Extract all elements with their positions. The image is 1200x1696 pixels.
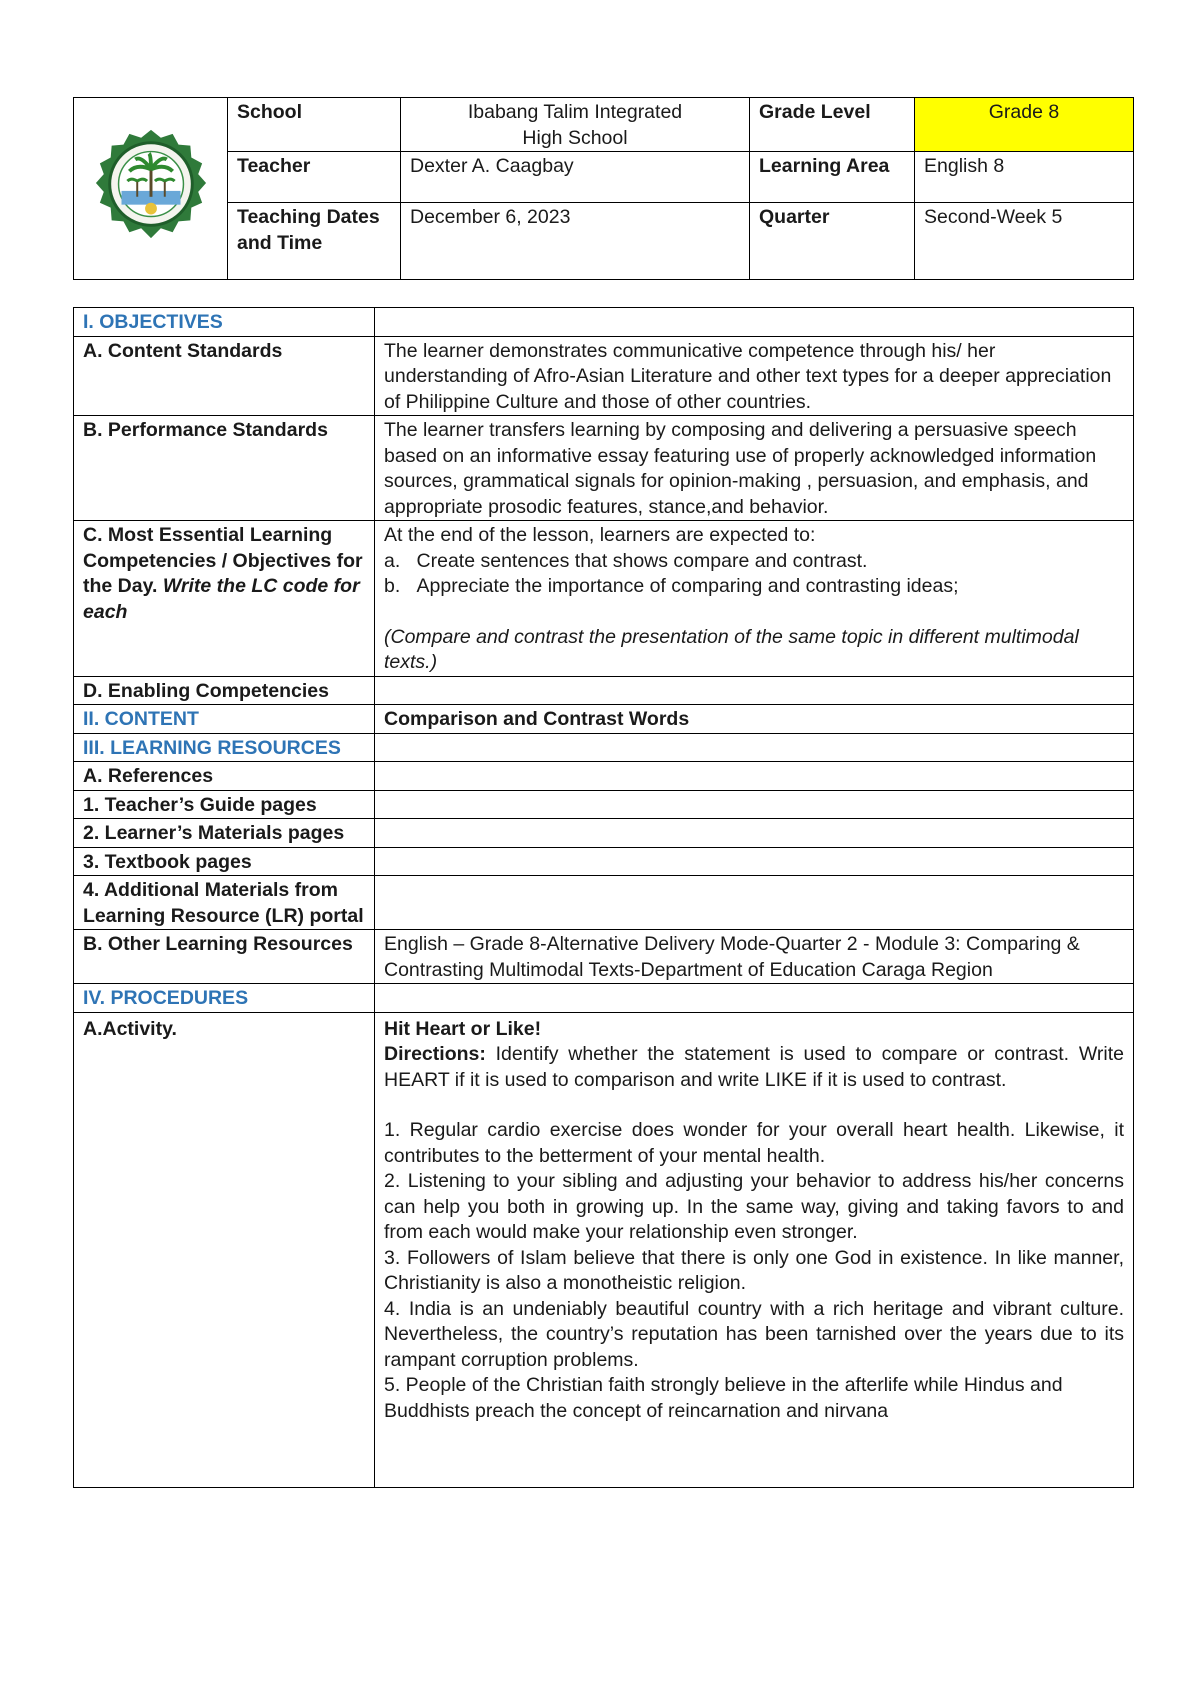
directions-label: Directions: — [384, 1043, 486, 1065]
performance-standards-label: B. Performance Standards — [74, 416, 375, 521]
grade-level-value: Grade 8 — [915, 98, 1134, 152]
melc-label-italic: Write the LC code for each — [83, 575, 360, 623]
activity-label: A.Activity. — [74, 1012, 375, 1487]
learners-materials-label: 2. Learner’s Materials pages — [74, 819, 375, 848]
school-label: School — [228, 98, 401, 152]
quarter-value: Second-Week 5 — [915, 203, 1134, 280]
performance-standards-value: The learner transfers learning by composing and delivering a persuasive speech based on an informative essay featuring use of properly acknowledged information sources, grammatical signals for opinion-making , persuasion, and emphasis, and appropriate prosodic features, stance,and behavior. — [375, 416, 1134, 521]
section-procedures: IV. PROCEDURES — [74, 984, 375, 1013]
school-seal-icon — [92, 126, 210, 244]
school-value — [401, 98, 750, 152]
content-standards-label: A. Content Standards — [74, 336, 375, 416]
activity-item-5: 5. People of the Christian faith strongly believe in the afterlife while Hindus and Buddhists preach the concept of reincarnation and nirvana — [384, 1374, 1063, 1422]
melc-item-b — [384, 574, 1124, 600]
enabling-label: D. Enabling Competencies — [74, 676, 375, 705]
content-value: Comparison and Contrast Words — [375, 705, 1134, 734]
other-resources-label: B. Other Learning Resources — [74, 930, 375, 984]
table-row — [74, 336, 1134, 416]
table-row — [74, 847, 1134, 876]
school-value-line1: Ibabang Talim Integrated — [467, 101, 683, 123]
melc-a-text: Create sentences that shows compare and contrast. — [416, 549, 868, 572]
activity-cell — [375, 1012, 1134, 1487]
activity-title: Hit Heart or Like! — [384, 1017, 542, 1040]
table-row — [74, 1012, 1134, 1487]
activity-item-4: 4. India is an undeniably beautiful country with a rich heritage and vibrant culture. Nevertheless, the country’s reputation has been tarnished over the years due to its rampant corruption problems. — [384, 1297, 1124, 1371]
activity-item-1: 1. Regular cardio exercise does wonder for your overall heart health. Likewise, it contributes to the betterment of your mental health. — [384, 1119, 1124, 1167]
melc-intro: At the end of the lesson, learners are expected to: — [384, 524, 816, 546]
table-row — [74, 676, 1134, 705]
table-row — [74, 705, 1134, 734]
melc-b-text: Appreciate the importance of comparing and contrasting ideas; — [416, 575, 959, 597]
school-logo-cell — [74, 98, 228, 280]
table-row — [74, 733, 1134, 762]
table-row — [74, 819, 1134, 848]
activity-directions — [384, 1042, 1124, 1093]
quarter-label: Quarter — [750, 203, 915, 280]
melc-item-a — [384, 549, 1124, 575]
table-row — [74, 416, 1134, 521]
dates-label: Teaching Dates and Time — [228, 203, 401, 280]
melc-a-marker: a. — [384, 549, 401, 572]
learning-area-label: Learning Area — [750, 152, 915, 203]
content-standards-value: The learner demonstrates communicative competence through his/ her understanding of Afro-Asian Literature and other text types for a deeper appreciation of Philippine Culture and those of other countries. — [375, 336, 1134, 416]
teacher-value: Dexter A. Caagbay — [401, 152, 750, 203]
section-objectives: I. OBJECTIVES — [74, 308, 375, 337]
melc-code: (Compare and contrast the presentation of the same topic in different multimodal texts.) — [384, 625, 1079, 673]
school-value-line2: High School — [522, 126, 628, 149]
lesson-plan-table — [73, 307, 1134, 1488]
dates-value: December 6, 2023 — [401, 203, 750, 280]
learning-area-value: English 8 — [915, 152, 1134, 203]
melc-label: C. Most Essential Learning Competencies / Objectives for the Day. — [83, 524, 363, 597]
melc-label-cell — [74, 521, 375, 677]
grade-level-label: Grade Level — [750, 98, 915, 152]
header-table — [73, 97, 1134, 280]
table-row — [74, 984, 1134, 1013]
table-row — [74, 876, 1134, 930]
teachers-guide-label: 1. Teacher’s Guide pages — [74, 790, 375, 819]
other-resources-value: English – Grade 8-Alternative Delivery Mode-Quarter 2 - Module 3: Comparing & Contrasting Multimodal Texts-Department of Education Caraga Region — [375, 930, 1134, 984]
table-row — [74, 308, 1134, 337]
table-row — [74, 521, 1134, 677]
references-label: A. References — [74, 762, 375, 791]
section-resources: III. LEARNING RESOURCES — [74, 733, 375, 762]
table-row — [74, 790, 1134, 819]
activity-item-2: 2. Listening to your sibling and adjusting your behavior to address his/her concerns can help you both in growing up. In the same way, giving and taking favors to and from each would make your relationship even stronger. — [384, 1170, 1124, 1243]
melc-b-marker: b. — [384, 575, 401, 597]
teacher-label: Teacher — [228, 152, 401, 203]
directions-text: Identify whether the statement is used to compare or contrast. Write HEART if it is used to comparison and write LIKE if it is used to contrast. — [384, 1043, 1124, 1091]
section-content: II. CONTENT — [74, 705, 375, 734]
table-row — [74, 762, 1134, 791]
textbook-label: 3. Textbook pages — [74, 847, 375, 876]
activity-item-3: 3. Followers of Islam believe that there is only one God in existence. In like manner, Christianity is also a monotheistic religion. — [384, 1246, 1124, 1294]
additional-materials-label: 4. Additional Materials from Learning Resource (LR) portal — [74, 876, 375, 930]
table-row — [74, 930, 1134, 984]
melc-value-cell — [375, 521, 1134, 677]
